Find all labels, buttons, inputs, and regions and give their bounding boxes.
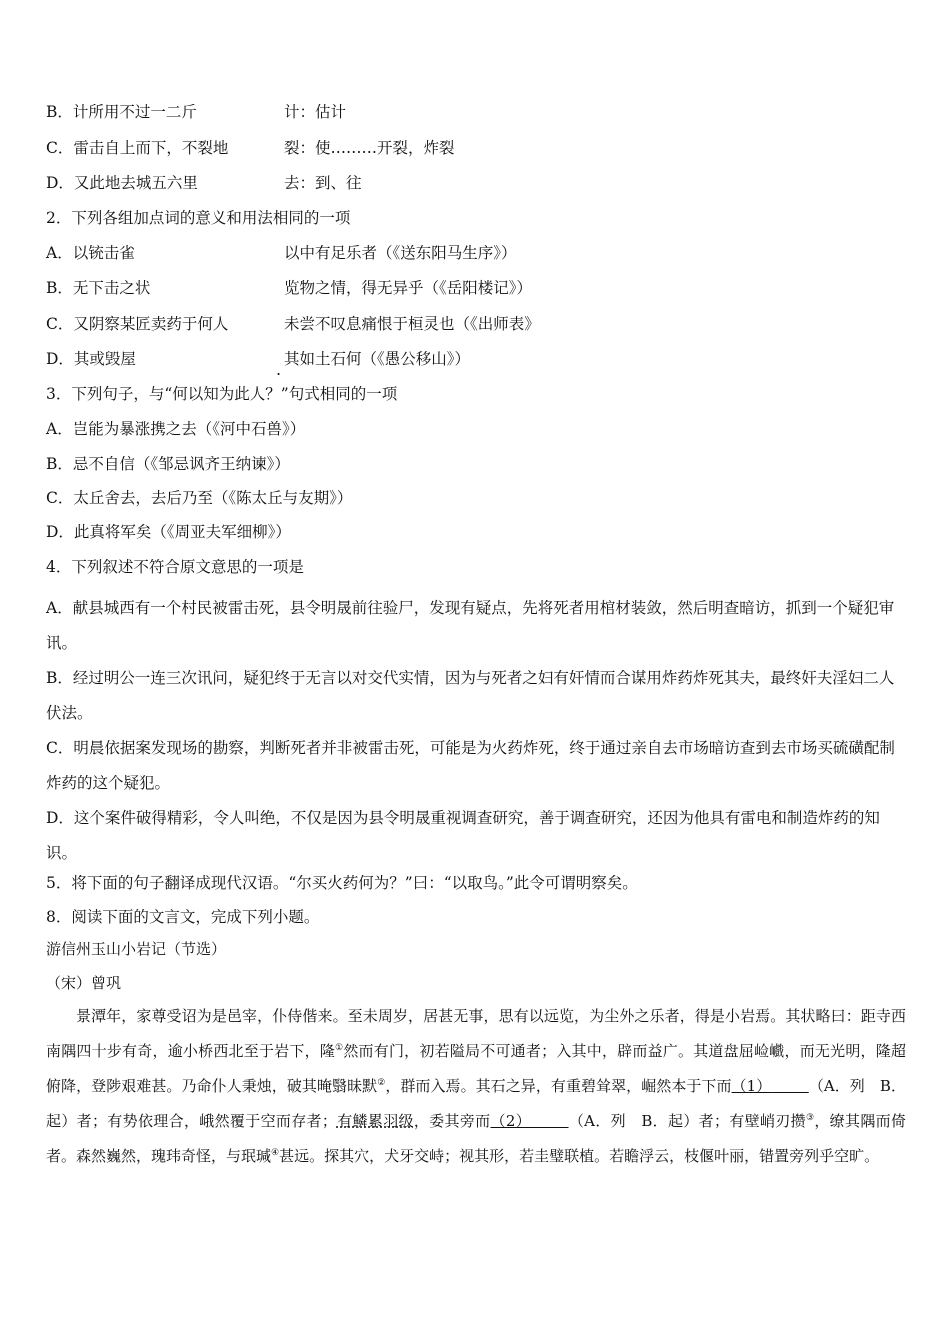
option-text: B．无下击之状 (46, 279, 151, 297)
q4-stem: 4．下列叙述不符合原文意思的一项是 (46, 558, 304, 576)
option-compare: 其如土石何（《愚公移山》） (284, 350, 471, 368)
option-text: B．计所用不过一二斤 (46, 103, 197, 121)
q3-option-d: D．此真将军矣（《周亚夫军细柳》） (46, 523, 291, 541)
blank-2-line (531, 1112, 569, 1130)
q3-option-b: B．忌不自信（《邹忌讽齐王纳谏》） (46, 455, 290, 473)
option-gloss: 去：到、往 (284, 174, 362, 192)
q2-stem: 2．下列各组加点词的意义和用法相同的一项 (46, 209, 351, 227)
passage-author: （宋）曾巩 (46, 974, 122, 992)
option-compare: 览物之情，得无异乎（《岳阳楼记》） (284, 279, 533, 297)
q2-option-a (46, 243, 517, 263)
footnote-mark: ② (377, 1078, 386, 1088)
passage-title: 游信州玉山小岩记（节选） (46, 940, 227, 958)
q4-option-b: B．经过明公一连三次讯问，疑犯终于无言以对交代实情，因为与死者之妇有奸情而合谋用炸药炸死其夫，最终奸夫淫妇二人伏法。 (46, 669, 895, 722)
passage-text: ，委其旁而 (413, 1112, 491, 1130)
q3-stem: 3．下列句子，与“何以知为此人？”句式相同的一项 (46, 385, 398, 403)
option-compare: 未尝不叹息痛恨于桓灵也（《出师表》 (284, 315, 540, 333)
q4-option-c: C．明晨依据案发现场的勘察，判断死者并非被雷击死，可能是为火药炸死，终于通过亲自去市场暗访查到去市场买硫磺配制炸药的这个疑犯。 (46, 739, 895, 792)
q5-prompt: 5．将下面的句子翻译成现代汉语。“尔买火药何为？”曰：“以取鸟。”此令可谓明察矣。 (46, 874, 638, 892)
passage-text: 然而有门，初若隘局不可通者；入其中，辟而益广。其道盘屈崄巇，而无光明，隆超俯降，登陟艰难甚。乃命仆人秉烛，破其晻翳昧默 (46, 1042, 906, 1095)
footnote-mark: ③ (805, 1113, 815, 1123)
passage-text: （A．列 B．起）者；有壁峭刃攒 (568, 1112, 806, 1130)
q2-option-c (46, 314, 540, 334)
passage-text: （A．列 B．起）者；有势依理合，峨然覆于空而存者； (46, 1077, 906, 1130)
option-text: A．以铳击雀 (46, 244, 135, 262)
option-text: D．其或毁屋 (46, 350, 136, 368)
option-text: C．又阴察某匠卖药于何人 (46, 315, 229, 333)
passage-text: 甚远。探其穴，犬牙交峙；视其形，若圭璧联植。若瞻浮云，枝偃叶丽，错置旁列乎空旷。 (279, 1147, 880, 1165)
q3-option-c: C．太丘舍去，去后乃至（《陈太丘与友期》） (46, 489, 353, 507)
blank-1: （1） (731, 1077, 772, 1095)
blank-2: （2） (490, 1112, 532, 1130)
option-gloss: 计：估计 (284, 103, 347, 121)
option-text: D．又此地去城五六里 (46, 174, 198, 192)
q2-option-d (46, 349, 470, 369)
wavy-underlined-phrase: 有鳞累羽级 (336, 1112, 414, 1130)
footnote-mark: ① (335, 1043, 344, 1053)
q4-option-d: D．这个案件破得精彩，令人叫绝，不仅是因为县令明晟重视调查研究，善于调查研究，还因为他具有雷电和制造炸药的知识。 (46, 809, 880, 862)
q3-option-a: A．岂能为暴涨携之去（《河中石兽》） (46, 420, 306, 438)
footnote-mark: ④ (271, 1148, 280, 1158)
q1-option-b (46, 102, 346, 122)
q2-option-b (46, 278, 532, 298)
option-compare: 以中有足乐者（《送东阳马生序》） (284, 244, 517, 262)
q1-option-d (46, 173, 362, 193)
emphasis-dot: . (276, 360, 282, 379)
option-text: C．雷击自上而下，不裂地 (46, 139, 229, 157)
passage-text: 景潭年，家尊受诏为是邑宰，仆侍偕来。至未周岁，居甚无事，思有以远览，为尘外之乐者，得是小岩焉。其状略曰：距寺西南隅四十步有奇，逾小桥西北至于岩下，隆 (46, 1007, 906, 1060)
q1-option-c (46, 138, 455, 158)
q8-prompt: 8．阅读下面的文言文，完成下列小题。 (46, 908, 320, 926)
q4-option-a: A．献县城西有一个村民被雷击死，县令明晟前往验尸，发现有疑点，先将死者用棺材装敛，然后明查暗访，抓到一个疑犯审讯。 (46, 599, 895, 652)
blank-1-line (771, 1077, 809, 1095)
passage-text: ，群而入焉。其石之异，有重碧耸翠，崛然本于下而 (385, 1077, 732, 1095)
passage-body (46, 999, 906, 1174)
passage-text: ，缭其隅而倚者。森然巍然，瑰玮奇怪，与珉瑊 (46, 1112, 906, 1165)
option-gloss: 裂：使………开裂，炸裂 (284, 139, 455, 157)
